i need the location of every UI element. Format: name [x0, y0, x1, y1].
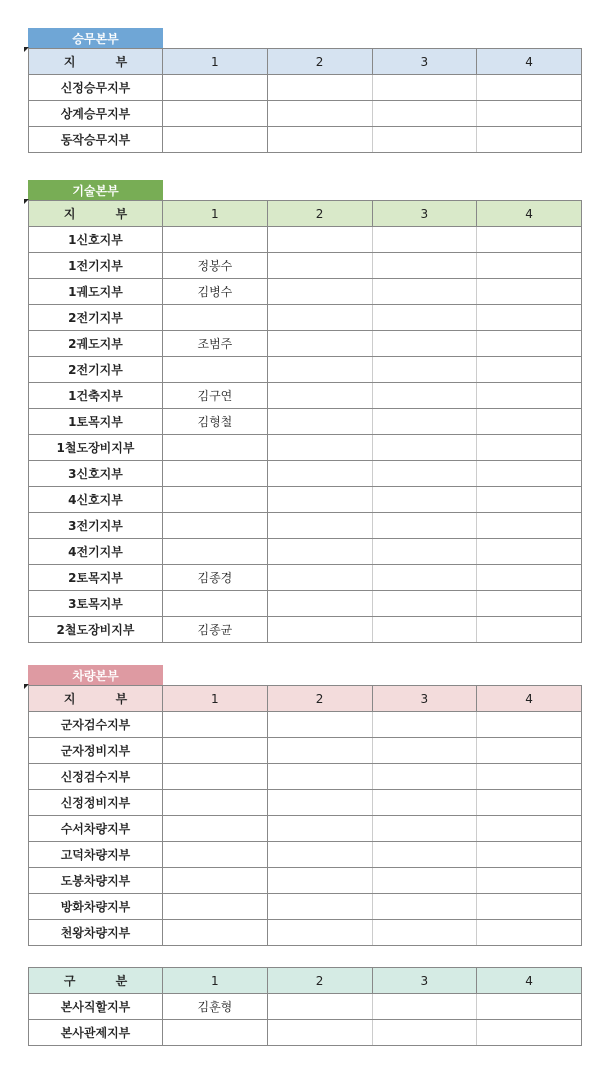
cell-column-3[interactable] [372, 894, 477, 920]
cell-column-1[interactable] [163, 539, 268, 565]
cell-column-2[interactable] [267, 1020, 372, 1046]
header-column-4: 4 [477, 49, 582, 75]
header-column-4: 4 [477, 201, 582, 227]
header-column-3: 3 [372, 49, 477, 75]
table-row [29, 591, 582, 617]
cell-column-3[interactable] [372, 227, 477, 253]
cell-column-2[interactable] [267, 305, 372, 331]
table-row [29, 435, 582, 461]
table-row [29, 227, 582, 253]
cell-column-3[interactable] [372, 357, 477, 383]
cell-column-1[interactable] [163, 764, 268, 790]
cell-column-2[interactable] [267, 513, 372, 539]
header-column-4: 4 [477, 968, 582, 994]
table-row [29, 994, 582, 1020]
cell-column-1[interactable]: 김구연 [163, 383, 268, 409]
table-row [29, 617, 582, 643]
cell-column-2[interactable] [267, 539, 372, 565]
branch-name: 2전기지부 [29, 357, 163, 383]
table-row [29, 383, 582, 409]
cell-column-1[interactable] [163, 790, 268, 816]
header-column-1: 1 [163, 49, 268, 75]
cell-column-1[interactable] [163, 227, 268, 253]
cell-column-3[interactable] [372, 487, 477, 513]
cell-column-2[interactable] [267, 790, 372, 816]
cell-column-2[interactable] [267, 617, 372, 643]
cell-column-1[interactable] [163, 1020, 268, 1046]
header-column-2: 2 [267, 686, 372, 712]
branch-name: 2전기지부 [29, 305, 163, 331]
branch-name: 3전기지부 [29, 513, 163, 539]
cell-column-3[interactable] [372, 920, 477, 946]
header-column-2: 2 [267, 201, 372, 227]
table-row [29, 513, 582, 539]
cell-column-4[interactable] [477, 253, 582, 279]
cell-column-3[interactable] [372, 461, 477, 487]
header-column-2: 2 [267, 49, 372, 75]
cell-column-4[interactable] [477, 513, 582, 539]
cell-column-2[interactable] [267, 331, 372, 357]
cell-column-2[interactable] [267, 127, 372, 153]
cell-column-1[interactable]: 김종경 [163, 565, 268, 591]
cell-column-4[interactable] [477, 357, 582, 383]
table-row [29, 816, 582, 842]
cell-column-4[interactable] [477, 790, 582, 816]
cell-column-1[interactable] [163, 75, 268, 101]
cell-column-2[interactable] [267, 565, 372, 591]
cell-column-1[interactable] [163, 101, 268, 127]
cell-column-4[interactable] [477, 487, 582, 513]
cell-column-3[interactable] [372, 790, 477, 816]
cell-column-4[interactable] [477, 435, 582, 461]
branch-name: 신정정비지부 [29, 790, 163, 816]
header-row [29, 201, 582, 227]
table-row [29, 1020, 582, 1046]
cell-column-1[interactable] [163, 305, 268, 331]
cell-column-4[interactable] [477, 738, 582, 764]
table-row [29, 790, 582, 816]
branch-name: 2토목지부 [29, 565, 163, 591]
header-row [29, 49, 582, 75]
cell-column-4[interactable] [477, 565, 582, 591]
header-row [29, 686, 582, 712]
cell-column-2[interactable] [267, 842, 372, 868]
section-tab: 차량본부 [28, 665, 163, 685]
corner-marker [24, 684, 29, 689]
table-row [29, 487, 582, 513]
cell-column-1[interactable] [163, 591, 268, 617]
branch-name: 본사관제지부 [29, 1020, 163, 1046]
cell-column-2[interactable] [267, 591, 372, 617]
cell-column-3[interactable] [372, 513, 477, 539]
table-row [29, 409, 582, 435]
cell-column-2[interactable] [267, 461, 372, 487]
cell-column-3[interactable] [372, 331, 477, 357]
cell-column-1[interactable] [163, 738, 268, 764]
branch-table [28, 967, 582, 1046]
cell-column-1[interactable] [163, 357, 268, 383]
cell-column-4[interactable] [477, 75, 582, 101]
branch-name: 군자정비지부 [29, 738, 163, 764]
header-column-1: 1 [163, 968, 268, 994]
cell-column-3[interactable] [372, 712, 477, 738]
header-branch-label: 지 부 [29, 201, 163, 227]
branch-name: 본사직할지부 [29, 994, 163, 1020]
branch-name: 3토목지부 [29, 591, 163, 617]
cell-column-2[interactable] [267, 868, 372, 894]
cell-column-4[interactable] [477, 868, 582, 894]
cell-column-1[interactable]: 김훈형 [163, 994, 268, 1020]
cell-column-4[interactable] [477, 331, 582, 357]
cell-column-3[interactable] [372, 738, 477, 764]
cell-column-1[interactable]: 조범주 [163, 331, 268, 357]
cell-column-3[interactable] [372, 127, 477, 153]
table-row [29, 868, 582, 894]
cell-column-2[interactable] [267, 712, 372, 738]
cell-column-4[interactable] [477, 842, 582, 868]
cell-column-1[interactable]: 정봉수 [163, 253, 268, 279]
cell-column-3[interactable] [372, 617, 477, 643]
header-branch-label: 지 부 [29, 49, 163, 75]
branch-name: 2궤도지부 [29, 331, 163, 357]
cell-column-2[interactable] [267, 409, 372, 435]
table-row [29, 331, 582, 357]
header-column-4: 4 [477, 686, 582, 712]
branch-name: 1전기지부 [29, 253, 163, 279]
cell-column-1[interactable] [163, 461, 268, 487]
cell-column-3[interactable] [372, 1020, 477, 1046]
cell-column-4[interactable] [477, 461, 582, 487]
cell-column-4[interactable] [477, 894, 582, 920]
cell-column-1[interactable] [163, 920, 268, 946]
cell-column-1[interactable] [163, 868, 268, 894]
branch-name: 신정검수지부 [29, 764, 163, 790]
cell-column-2[interactable] [267, 994, 372, 1020]
cell-column-1[interactable] [163, 842, 268, 868]
cell-column-4[interactable] [477, 127, 582, 153]
header-branch-label: 지 부 [29, 686, 163, 712]
cell-column-4[interactable] [477, 409, 582, 435]
cell-column-2[interactable] [267, 816, 372, 842]
branch-name: 1신호지부 [29, 227, 163, 253]
header-branch-label: 구 분 [29, 968, 163, 994]
cell-column-1[interactable] [163, 435, 268, 461]
cell-column-4[interactable] [477, 712, 582, 738]
header-column-1: 1 [163, 201, 268, 227]
cell-column-3[interactable] [372, 591, 477, 617]
cell-column-1[interactable] [163, 712, 268, 738]
branch-table [28, 685, 582, 946]
branch-name: 1건축지부 [29, 383, 163, 409]
table-row [29, 842, 582, 868]
cell-column-3[interactable] [372, 842, 477, 868]
cell-column-3[interactable] [372, 565, 477, 591]
table-row [29, 357, 582, 383]
cell-column-4[interactable] [477, 764, 582, 790]
cell-column-1[interactable] [163, 894, 268, 920]
cell-column-3[interactable] [372, 764, 477, 790]
branch-name: 2철도장비지부 [29, 617, 163, 643]
branch-name: 1토목지부 [29, 409, 163, 435]
branch-name: 상계승무지부 [29, 101, 163, 127]
cell-column-4[interactable] [477, 383, 582, 409]
table-row [29, 461, 582, 487]
cell-column-2[interactable] [267, 75, 372, 101]
cell-column-4[interactable] [477, 816, 582, 842]
branch-name: 동작승무지부 [29, 127, 163, 153]
cell-column-1[interactable] [163, 487, 268, 513]
table-row [29, 764, 582, 790]
branch-name: 신정승무지부 [29, 75, 163, 101]
cell-column-1[interactable] [163, 513, 268, 539]
cell-column-4[interactable] [477, 227, 582, 253]
cell-column-3[interactable] [372, 75, 477, 101]
branch-name: 4신호지부 [29, 487, 163, 513]
branch-name: 4전기지부 [29, 539, 163, 565]
table-row [29, 101, 582, 127]
section-tab: 승무본부 [28, 28, 163, 48]
cell-column-4[interactable] [477, 591, 582, 617]
cell-column-4[interactable] [477, 539, 582, 565]
branch-name: 3신호지부 [29, 461, 163, 487]
header-column-3: 3 [372, 201, 477, 227]
cell-column-3[interactable] [372, 253, 477, 279]
branch-table [28, 200, 582, 643]
cell-column-2[interactable] [267, 487, 372, 513]
branch-table [28, 48, 582, 153]
branch-name: 1궤도지부 [29, 279, 163, 305]
cell-column-3[interactable] [372, 279, 477, 305]
cell-column-4[interactable] [477, 305, 582, 331]
cell-column-1[interactable]: 김종균 [163, 617, 268, 643]
cell-column-3[interactable] [372, 101, 477, 127]
cell-column-2[interactable] [267, 738, 372, 764]
table-row [29, 894, 582, 920]
cell-column-1[interactable]: 김형철 [163, 409, 268, 435]
branch-name: 천왕차량지부 [29, 920, 163, 946]
table-row [29, 920, 582, 946]
cell-column-2[interactable] [267, 101, 372, 127]
cell-column-2[interactable] [267, 253, 372, 279]
cell-column-2[interactable] [267, 357, 372, 383]
table-row [29, 539, 582, 565]
cell-column-3[interactable] [372, 994, 477, 1020]
corner-marker [24, 47, 29, 52]
cell-column-1[interactable] [163, 127, 268, 153]
cell-column-3[interactable] [372, 435, 477, 461]
header-column-2: 2 [267, 968, 372, 994]
cell-column-2[interactable] [267, 383, 372, 409]
table-row [29, 279, 582, 305]
cell-column-3[interactable] [372, 305, 477, 331]
cell-column-4[interactable] [477, 920, 582, 946]
cell-column-3[interactable] [372, 868, 477, 894]
cell-column-4[interactable] [477, 279, 582, 305]
table-row [29, 127, 582, 153]
cell-column-2[interactable] [267, 435, 372, 461]
branch-name: 1철도장비지부 [29, 435, 163, 461]
cell-column-2[interactable] [267, 279, 372, 305]
cell-column-3[interactable] [372, 409, 477, 435]
section-tab: 기술본부 [28, 180, 163, 200]
branch-name: 도봉차량지부 [29, 868, 163, 894]
table-row [29, 738, 582, 764]
cell-column-3[interactable] [372, 816, 477, 842]
header-column-3: 3 [372, 968, 477, 994]
corner-marker [24, 199, 29, 204]
branch-name: 고덕차량지부 [29, 842, 163, 868]
table-row [29, 253, 582, 279]
cell-column-2[interactable] [267, 227, 372, 253]
branch-name: 수서차량지부 [29, 816, 163, 842]
cell-column-2[interactable] [267, 894, 372, 920]
branch-name: 군자검수지부 [29, 712, 163, 738]
table-row [29, 75, 582, 101]
cell-column-1[interactable] [163, 816, 268, 842]
header-column-3: 3 [372, 686, 477, 712]
header-row [29, 968, 582, 994]
branch-name: 방화차량지부 [29, 894, 163, 920]
cell-column-4[interactable] [477, 617, 582, 643]
cell-column-4[interactable] [477, 101, 582, 127]
cell-column-4[interactable] [477, 994, 582, 1020]
header-column-1: 1 [163, 686, 268, 712]
cell-column-3[interactable] [372, 383, 477, 409]
table-row [29, 712, 582, 738]
cell-column-1[interactable]: 김병수 [163, 279, 268, 305]
table-row [29, 565, 582, 591]
cell-column-3[interactable] [372, 539, 477, 565]
table-row [29, 305, 582, 331]
cell-column-2[interactable] [267, 764, 372, 790]
cell-column-4[interactable] [477, 1020, 582, 1046]
cell-column-2[interactable] [267, 920, 372, 946]
